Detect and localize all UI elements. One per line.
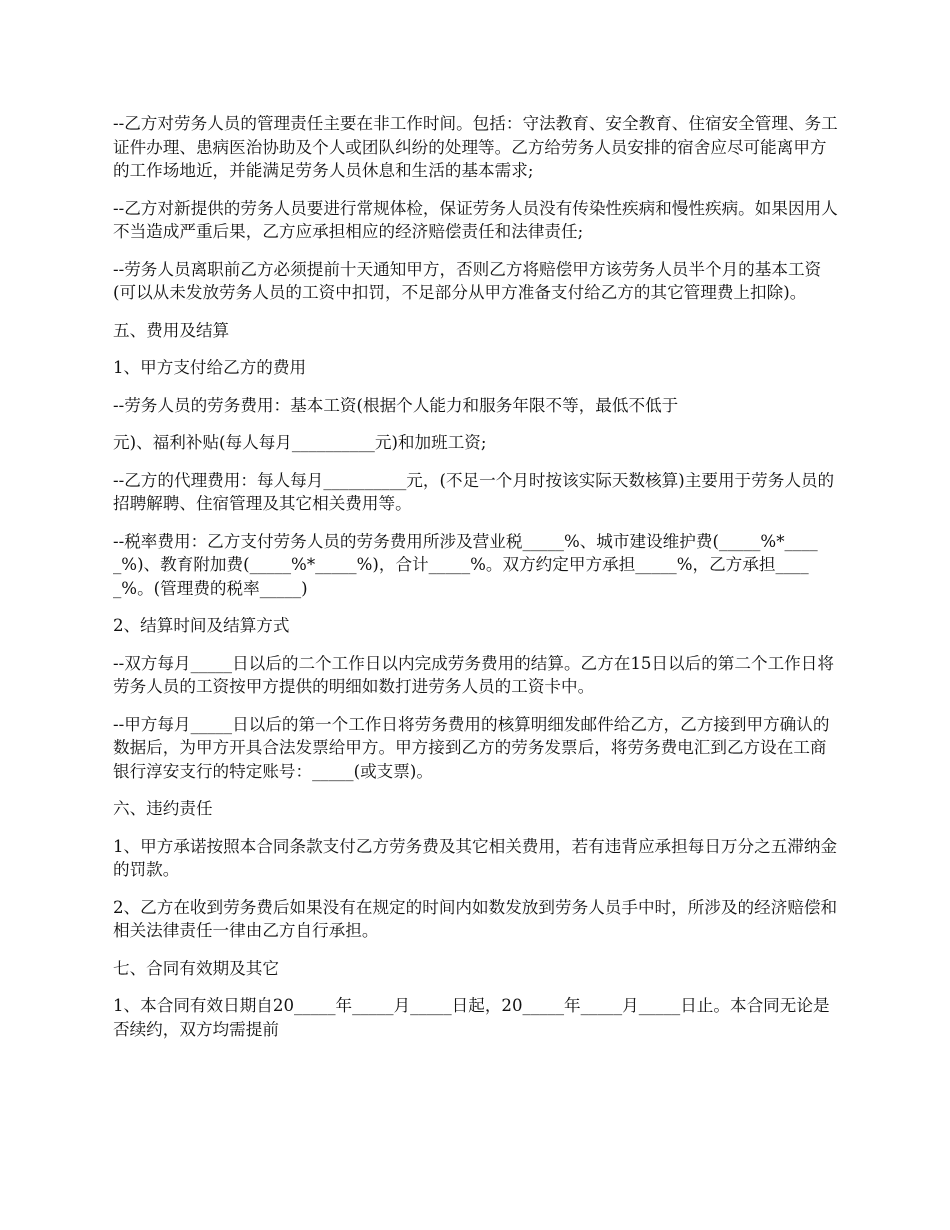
paragraph-jiafang-liability: 1、甲方承诺按照本合同条款支付乙方劳务费及其它相关费用，若有违背应承担每日万分之五滞纳金的罚款。 — [113, 836, 838, 879]
paragraph-labor-fees: --劳务人员的劳务费用：基本工资(根据个人能力和服务年限不等，最低不低于 — [113, 395, 679, 415]
paragraph-resignation-notice: --劳务人员离职前乙方必须提前十天通知甲方，否则乙方将赔偿甲方该劳务人员半个月的基本工资(可以从未发放劳务人员的工资中扣罚，不足部分从甲方准备支付给乙方的其它管理费上扣除)。 — [113, 259, 822, 302]
section-heading-fees: 五、费用及结算 — [113, 320, 230, 340]
paragraph-yifang-management: --乙方对劳务人员的管理责任主要在非工作时间。包括：守法教育、安全教育、住宿安全管理、务工证件办理、患病医治协助及个人或团队纠纷的处理等。乙方给劳务人员安排的宿舍应尽可能离甲方的工作场地近，并能满足劳务人员休息和生活的基本需求; — [113, 114, 838, 180]
paragraph-agency-fee: --乙方的代理费用：每人每月__________元，(不足一个月时按该实际天数核算)主要用于劳务人员的招聘解聘、住宿管理及其它相关费用等。 — [113, 470, 835, 513]
paragraph-invoice-process: --甲方每月_____日以后的第一个工作日将劳务费用的核算明细发邮件给乙方，乙方接到甲方确认的数据后，为甲方开具合法发票给甲方。甲方接到乙方的劳务发票后，将劳务费电汇到乙方设在工商银行淳安支行的特定账号：_____(或支票)。 — [113, 714, 830, 781]
paragraph-welfare-overtime: 元)、福利补贴(每人每月__________元)和加班工资; — [113, 433, 487, 452]
paragraph-validity-period: 1、本合同有效日期自20_____年_____月_____日起，20_____年_____月_____日止。本合同无论是否续约，双方均需提前 — [113, 996, 830, 1039]
paragraph-health-check: --乙方对新提供的劳务人员要进行常规体检，保证劳务人员没有传染性疾病和慢性疾病。如果因用人不当造成严重后果，乙方应承担相应的经济赔偿责任和法律责任; — [113, 198, 838, 241]
section-heading-validity: 七、合同有效期及其它 — [113, 958, 279, 978]
paragraph-tax-fee: --税率费用：乙方支付劳务人员的劳务费用所涉及营业税_____%、城市建设维护费(_____%*_____%)、教育附加费(_____%*_____%)，合计_____%。双方约定甲方承担_____%，乙方承担_____%。(管理费的税率_____) — [113, 531, 818, 598]
document-body — [113, 112, 839, 1055]
paragraph-yifang-liability: 2、乙方在收到劳务费后如果没有在规定的时间内如数发放到劳务人员手中时，所涉及的经济赔偿和相关法律责任一律由乙方自行承担。 — [113, 897, 838, 940]
subheading-fees-paid: 1、甲方支付给乙方的费用 — [113, 358, 307, 377]
subheading-settlement: 2、结算时间及结算方式 — [113, 616, 290, 635]
section-heading-liability: 六、违约责任 — [113, 799, 213, 818]
paragraph-monthly-settlement: --双方每月_____日以后的二个工作日以内完成劳务费用的结算。乙方在15日以后的第二个工作日将劳务人员的工资按甲方提供的明细如数打进劳务人员的工资卡中。 — [113, 653, 834, 696]
